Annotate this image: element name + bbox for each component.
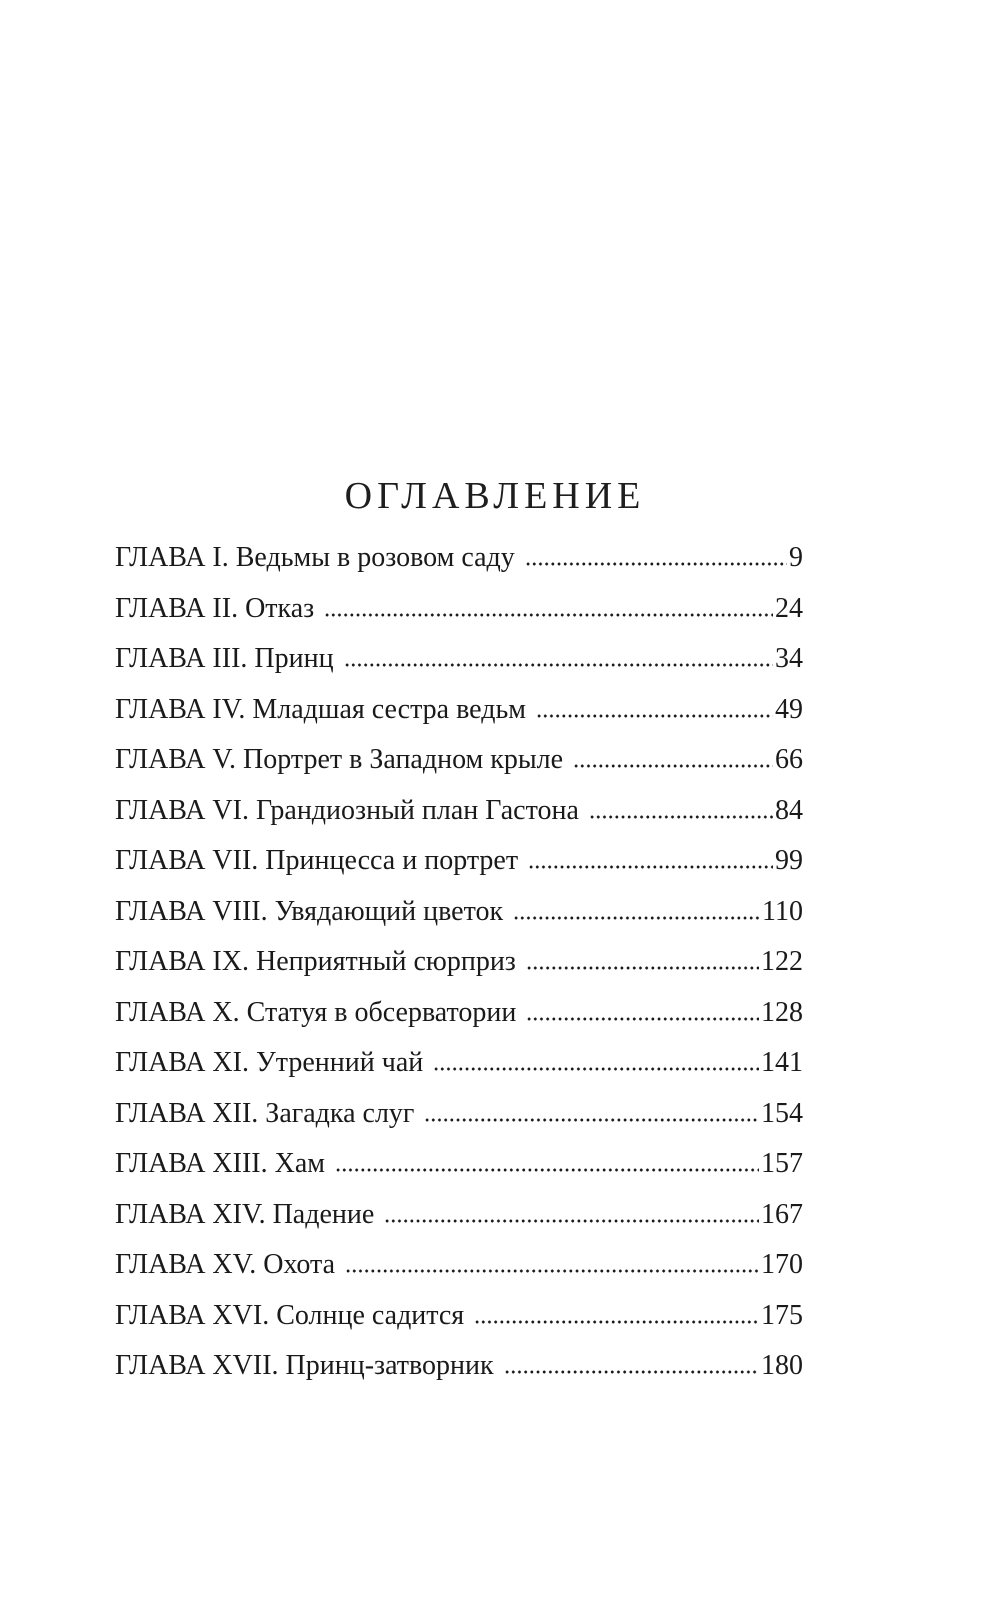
dot-leader: [526, 1002, 759, 1022]
toc-entry: [115, 1341, 803, 1392]
page-number: 66: [775, 744, 803, 775]
chapter-title: ГЛАВА XVI. Солнце садится: [115, 1299, 465, 1331]
toc-entry: [115, 584, 803, 635]
toc-entry: [115, 685, 803, 736]
dot-leader: [525, 547, 787, 567]
page-number: 24: [775, 592, 803, 624]
page-number: 122: [761, 946, 803, 977]
page-number: 170: [761, 1249, 803, 1280]
toc-list: [115, 533, 803, 1392]
dot-leader: [324, 598, 773, 618]
toc-entry: [115, 988, 803, 1039]
chapter-title: ГЛАВА IX. Неприятный сюрприз: [115, 946, 516, 977]
toc-entry: [115, 937, 803, 988]
chapter-title: ГЛАВА XV. Охота: [115, 1249, 336, 1280]
toc-entry: [115, 1139, 803, 1190]
toc-entry: [115, 1089, 803, 1140]
page-number: 99: [775, 845, 803, 876]
chapter-title: ГЛАВА XIV. Падение: [115, 1198, 375, 1230]
chapter-title: ГЛАВА VIII. Увядающий цветок: [115, 895, 504, 927]
dot-leader: [526, 951, 759, 971]
chapter-title: ГЛАВА XI. Утренний чай: [115, 1047, 424, 1078]
page-number: 110: [762, 895, 803, 927]
chapter-title: ГЛАВА III. Принц: [115, 643, 334, 674]
chapter-title: ГЛАВА II. Отказ: [115, 592, 315, 624]
page-number: 175: [761, 1299, 803, 1331]
toc-entry: [115, 735, 803, 786]
page-number: 167: [761, 1198, 803, 1230]
toc-entry: [115, 836, 803, 887]
page-number: 141: [761, 1047, 803, 1078]
toc-entry: [115, 533, 803, 584]
dot-leader: [573, 749, 773, 769]
page-number: 49: [775, 693, 803, 725]
chapter-title: ГЛАВА I. Ведьмы в розовом саду: [115, 542, 515, 573]
chapter-title: ГЛАВА XVII. Принц-затворник: [115, 1350, 494, 1381]
toc-title: ОГЛАВЛЕНИЕ: [344, 475, 646, 518]
chapter-title: ГЛАВА IV. Младшая сестра ведьм: [115, 693, 526, 725]
chapter-title: ГЛАВА XII. Загадка слуг: [115, 1097, 415, 1129]
chapter-title: ГЛАВА VI. Грандиозный план Гастона: [115, 794, 579, 826]
toc-entry: [115, 1240, 803, 1291]
chapter-title: ГЛАВА V. Портрет в Западном крыле: [115, 744, 564, 775]
dot-leader: [513, 901, 760, 921]
dot-leader: [384, 1204, 759, 1224]
page-number: 128: [761, 996, 803, 1028]
dot-leader: [536, 699, 773, 719]
dot-leader: [344, 648, 773, 668]
page-number: 84: [775, 794, 803, 826]
chapter-title: ГЛАВА X. Статуя в обсерватории: [115, 996, 517, 1028]
toc-entry: [115, 887, 803, 938]
dot-leader: [433, 1052, 759, 1072]
toc-entry: [115, 1291, 803, 1342]
toc-entry: [115, 1038, 803, 1089]
toc-entry: [115, 1190, 803, 1241]
dot-leader: [345, 1254, 759, 1274]
page-number: 180: [761, 1350, 803, 1381]
dot-leader: [474, 1305, 759, 1325]
page-number: 34: [775, 643, 803, 674]
dot-leader: [424, 1103, 759, 1123]
dot-leader: [528, 850, 773, 870]
dot-leader: [335, 1153, 759, 1173]
page-number: 157: [761, 1148, 803, 1179]
page-number: 154: [761, 1097, 803, 1129]
toc-entry: [115, 634, 803, 685]
page-number: 9: [789, 542, 803, 573]
dot-leader: [589, 800, 773, 820]
toc-entry: [115, 786, 803, 837]
dot-leader: [504, 1355, 759, 1375]
chapter-title: ГЛАВА VII. Принцесса и портрет: [115, 845, 519, 876]
chapter-title: ГЛАВА XIII. Хам: [115, 1148, 325, 1179]
